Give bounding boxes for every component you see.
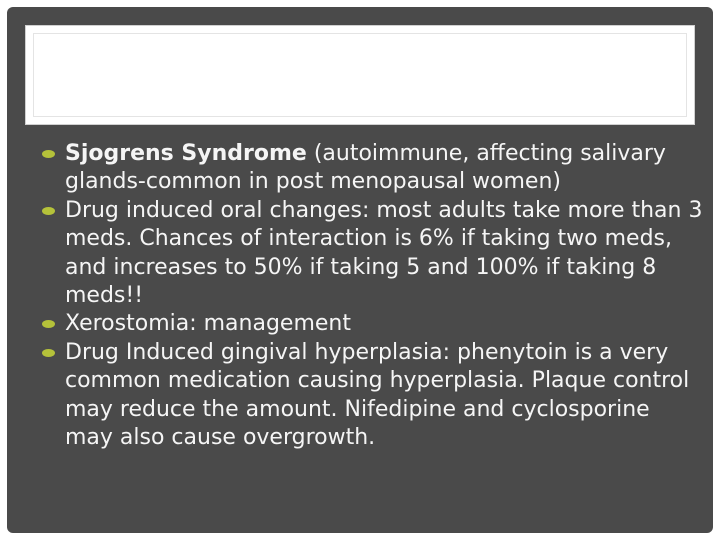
bullet-text: Drug Induced gingival hyperplasia: phenytoin is a very common medication causing hyperplasia. Plaque control may reduce the amount. Nifedipine and cyclosporine may also cause overgrowth. [65, 339, 690, 451]
bullet-text: Xerostomia: management [65, 311, 351, 337]
bullet-dot-icon [42, 320, 55, 328]
bullet-item [37, 140, 703, 197]
title-placeholder [25, 25, 695, 125]
slide [7, 7, 713, 533]
slide-body [37, 140, 703, 452]
title-text [33, 33, 687, 117]
bullet-list [37, 140, 703, 452]
bullet-item [37, 310, 703, 338]
bullet-item [37, 197, 703, 311]
bullet-dot-icon [42, 150, 55, 158]
bullet-text: Drug induced oral changes: most adults take more than 3 meds. Chances of interaction is 6% if taking two meds, and increases to 50% if taking 5 and 100% if taking 8 meds!! [65, 197, 703, 309]
bullet-dot-icon [42, 349, 55, 357]
bullet-item [37, 339, 703, 453]
bullet-bold-text: Sjogrens Syndrome [65, 141, 307, 166]
bullet-dot-icon [42, 207, 55, 215]
bullet-text: (autoimmune, affecting salivary glands-common in post menopausal women) [65, 141, 666, 195]
